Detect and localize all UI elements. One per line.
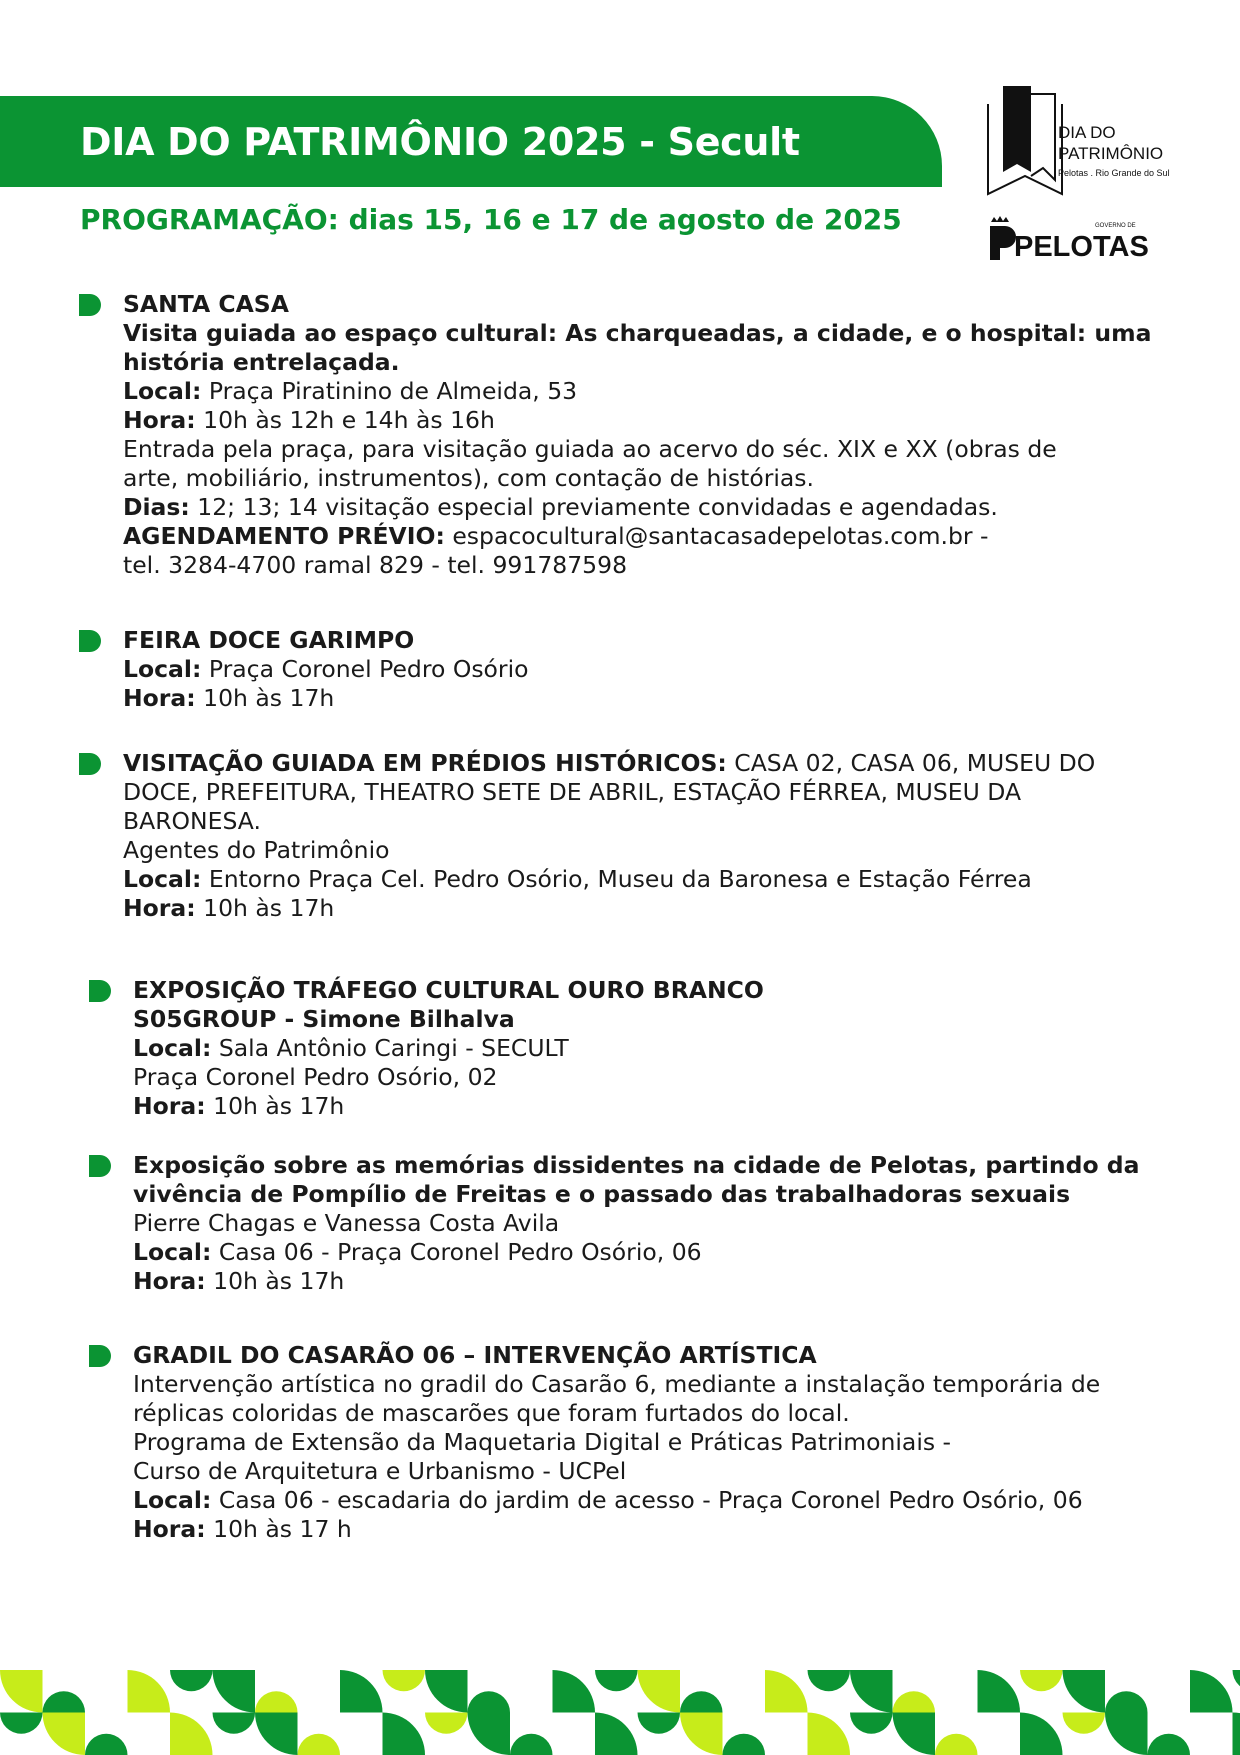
footer-tile [978, 1670, 1021, 1713]
footer-tile [893, 1691, 936, 1712]
footer-tile [213, 1713, 256, 1734]
footer-tile [1020, 1670, 1063, 1691]
footer-tile [468, 1691, 511, 1712]
event-description: Entrada pela praça, para visitação guiada ao acervo do séc. XIX e XX (obras de [123, 435, 1057, 463]
event-description: Curso de Arquitetura e Urbanismo - UCPel [133, 1457, 627, 1485]
footer-tile [425, 1713, 468, 1734]
event-subtitle: S05GROUP - Simone Bilhalva [133, 1005, 515, 1033]
footer-tile [298, 1734, 341, 1755]
footer-tile [170, 1713, 213, 1755]
event-local: Local: Praça Piratinino de Almeida, 53 [123, 377, 578, 405]
event-title-cont: DOCE, PREFEITURA, THEATRO SETE DE ABRIL, ESTAÇÃO FÉRREA, MUSEU DA [123, 778, 1022, 806]
bullet-icon [79, 294, 101, 316]
footer-tile [1233, 1713, 1240, 1755]
event-hora: Hora: 10h às 17h [133, 1092, 345, 1120]
logo-dia-line2: PATRIMÔNIO [1058, 144, 1164, 163]
event-description: Programa de Extensão da Maquetaria Digital e Práticas Patrimoniais - [133, 1428, 952, 1456]
footer-tile [1190, 1670, 1233, 1713]
logo-pelotas-small: GOVERNO DE [1095, 223, 1136, 229]
event-title: vivência de Pompílio de Freitas e o passado das trabalhadoras sexuais [133, 1180, 1071, 1208]
event-santa-casa [123, 290, 1223, 580]
footer-tile [510, 1734, 553, 1755]
event-title-cont: BARONESA. [123, 807, 261, 835]
event-visitacao-guiada [123, 749, 1223, 923]
footer-tile [383, 1670, 426, 1691]
footer-tile [935, 1734, 978, 1755]
page-title: DIA DO PATRIMÔNIO 2025 - Secult [80, 120, 800, 164]
event-title: FEIRA DOCE GARIMPO [123, 626, 415, 654]
footer-tile [425, 1670, 468, 1713]
event-local: Local: Entorno Praça Cel. Pedro Osório, Museu da Baronesa e Estação Férrea [123, 865, 1032, 893]
crown-icon [991, 216, 1009, 222]
dia-do-patrimonio-logo [985, 84, 1185, 204]
footer-tile [255, 1691, 298, 1712]
event-local: Local: Praça Coronel Pedro Osório [123, 655, 529, 683]
event-exposicao-memorias [133, 1151, 1233, 1296]
footer-tile [850, 1713, 893, 1734]
bullet-icon [89, 1155, 111, 1177]
event-hora: Hora: 10h às 12h e 14h às 16h [123, 406, 495, 434]
footer-tile [170, 1670, 213, 1691]
event-contact: tel. 3284-4700 ramal 829 - tel. 991787598 [123, 551, 628, 579]
event-subtitle: Visita guiada ao espaço cultural: As charqueadas, a cidade, e o hospital: uma [123, 319, 1152, 347]
footer-tile [893, 1713, 936, 1755]
footer-tile [850, 1670, 893, 1713]
footer-tile [680, 1713, 723, 1755]
event-hora: Hora: 10h às 17h [123, 894, 335, 922]
footer-tile [85, 1734, 128, 1755]
event-local: Local: Sala Antônio Caringi - SECULT [133, 1034, 569, 1062]
event-feira-doce-garimpo [123, 626, 1223, 713]
footer-tile [128, 1670, 171, 1713]
event-title: EXPOSIÇÃO TRÁFEGO CULTURAL OURO BRANCO [133, 976, 764, 1004]
event-hora: Hora: 10h às 17h [133, 1267, 345, 1295]
governo-de-pelotas-logo [985, 214, 1185, 264]
bullet-icon [89, 980, 111, 1002]
footer-tile [808, 1670, 851, 1691]
footer-tile [383, 1713, 426, 1755]
bullet-icon [79, 753, 101, 775]
footer-tile [638, 1713, 681, 1734]
footer-tile [213, 1670, 256, 1713]
event-local: Local: Casa 06 - Praça Coronel Pedro Osório, 06 [133, 1238, 702, 1266]
footer-tile [43, 1691, 86, 1712]
event-title: Exposição sobre as memórias dissidentes na cidade de Pelotas, partindo da [133, 1151, 1140, 1179]
footer-tile [553, 1670, 596, 1713]
event-exposicao-trafego-cultural [133, 976, 1233, 1121]
footer-tile [43, 1713, 86, 1755]
footer-tile [680, 1691, 723, 1712]
footer-tile [0, 1713, 43, 1734]
program-subtitle: PROGRAMAÇÃO: dias 15, 16 e 17 de agosto de 2025 [80, 203, 902, 236]
footer-tile [1063, 1670, 1106, 1713]
logo-dia-line1: DIA DO [1058, 123, 1116, 142]
footer-tile [1063, 1713, 1106, 1734]
event-author: Pierre Chagas e Vanessa Costa Avila [133, 1209, 560, 1237]
event-author: Agentes do Patrimônio [123, 836, 390, 864]
event-title: VISITAÇÃO GUIADA EM PRÉDIOS HISTÓRICOS: CASA 02, CASA 06, MUSEU DO [123, 749, 1096, 777]
footer-tile [468, 1713, 511, 1755]
footer-tile [723, 1734, 766, 1755]
footer-tile [340, 1670, 383, 1713]
event-title: GRADIL DO CASARÃO 06 – INTERVENÇÃO ARTÍSTICA [133, 1341, 817, 1369]
event-description: Intervenção artística no gradil do Casarão 6, mediante a instalação temporária de [133, 1370, 1101, 1398]
footer-tile [595, 1670, 638, 1691]
event-description: arte, mobiliário, instrumentos), com contação de histórias. [123, 464, 815, 492]
event-gradil-casarao [133, 1341, 1233, 1544]
footer-tile [1148, 1734, 1191, 1755]
footer-tile [765, 1670, 808, 1713]
footer-tile [595, 1713, 638, 1755]
event-subtitle: história entrelaçada. [123, 348, 400, 376]
event-hora: Hora: 10h às 17 h [133, 1515, 352, 1543]
bullet-icon [79, 630, 101, 652]
logo-pelotas-big: PELOTAS [1014, 231, 1149, 263]
event-local: Local: Casa 06 - escadaria do jardim de acesso - Praça Coronel Pedro Osório, 06 [133, 1486, 1083, 1514]
event-agendamento: AGENDAMENTO PRÉVIO: espacocultural@santacasadepelotas.com.br - [123, 522, 989, 550]
footer-tile [1233, 1670, 1240, 1691]
event-description: réplicas coloridas de mascarões que foram furtados do local. [133, 1399, 850, 1427]
event-hora: Hora: 10h às 17h [123, 684, 335, 712]
event-local-cont: Praça Coronel Pedro Osório, 02 [133, 1063, 498, 1091]
footer-tile [1105, 1713, 1148, 1755]
footer-tile [255, 1713, 298, 1755]
footer-pattern [0, 1670, 1240, 1755]
event-title: SANTA CASA [123, 290, 289, 318]
logo-dia-line3: Pelotas . Rio Grande do Sul [1058, 168, 1170, 178]
footer-tile [1020, 1713, 1063, 1755]
event-dias: Dias: 12; 13; 14 visitação especial previamente convidadas e agendadas. [123, 493, 998, 521]
bullet-icon [89, 1345, 111, 1367]
footer-tile [0, 1670, 43, 1713]
footer-tile [808, 1713, 851, 1755]
footer-tile [1105, 1691, 1148, 1712]
footer-tile [638, 1670, 681, 1713]
